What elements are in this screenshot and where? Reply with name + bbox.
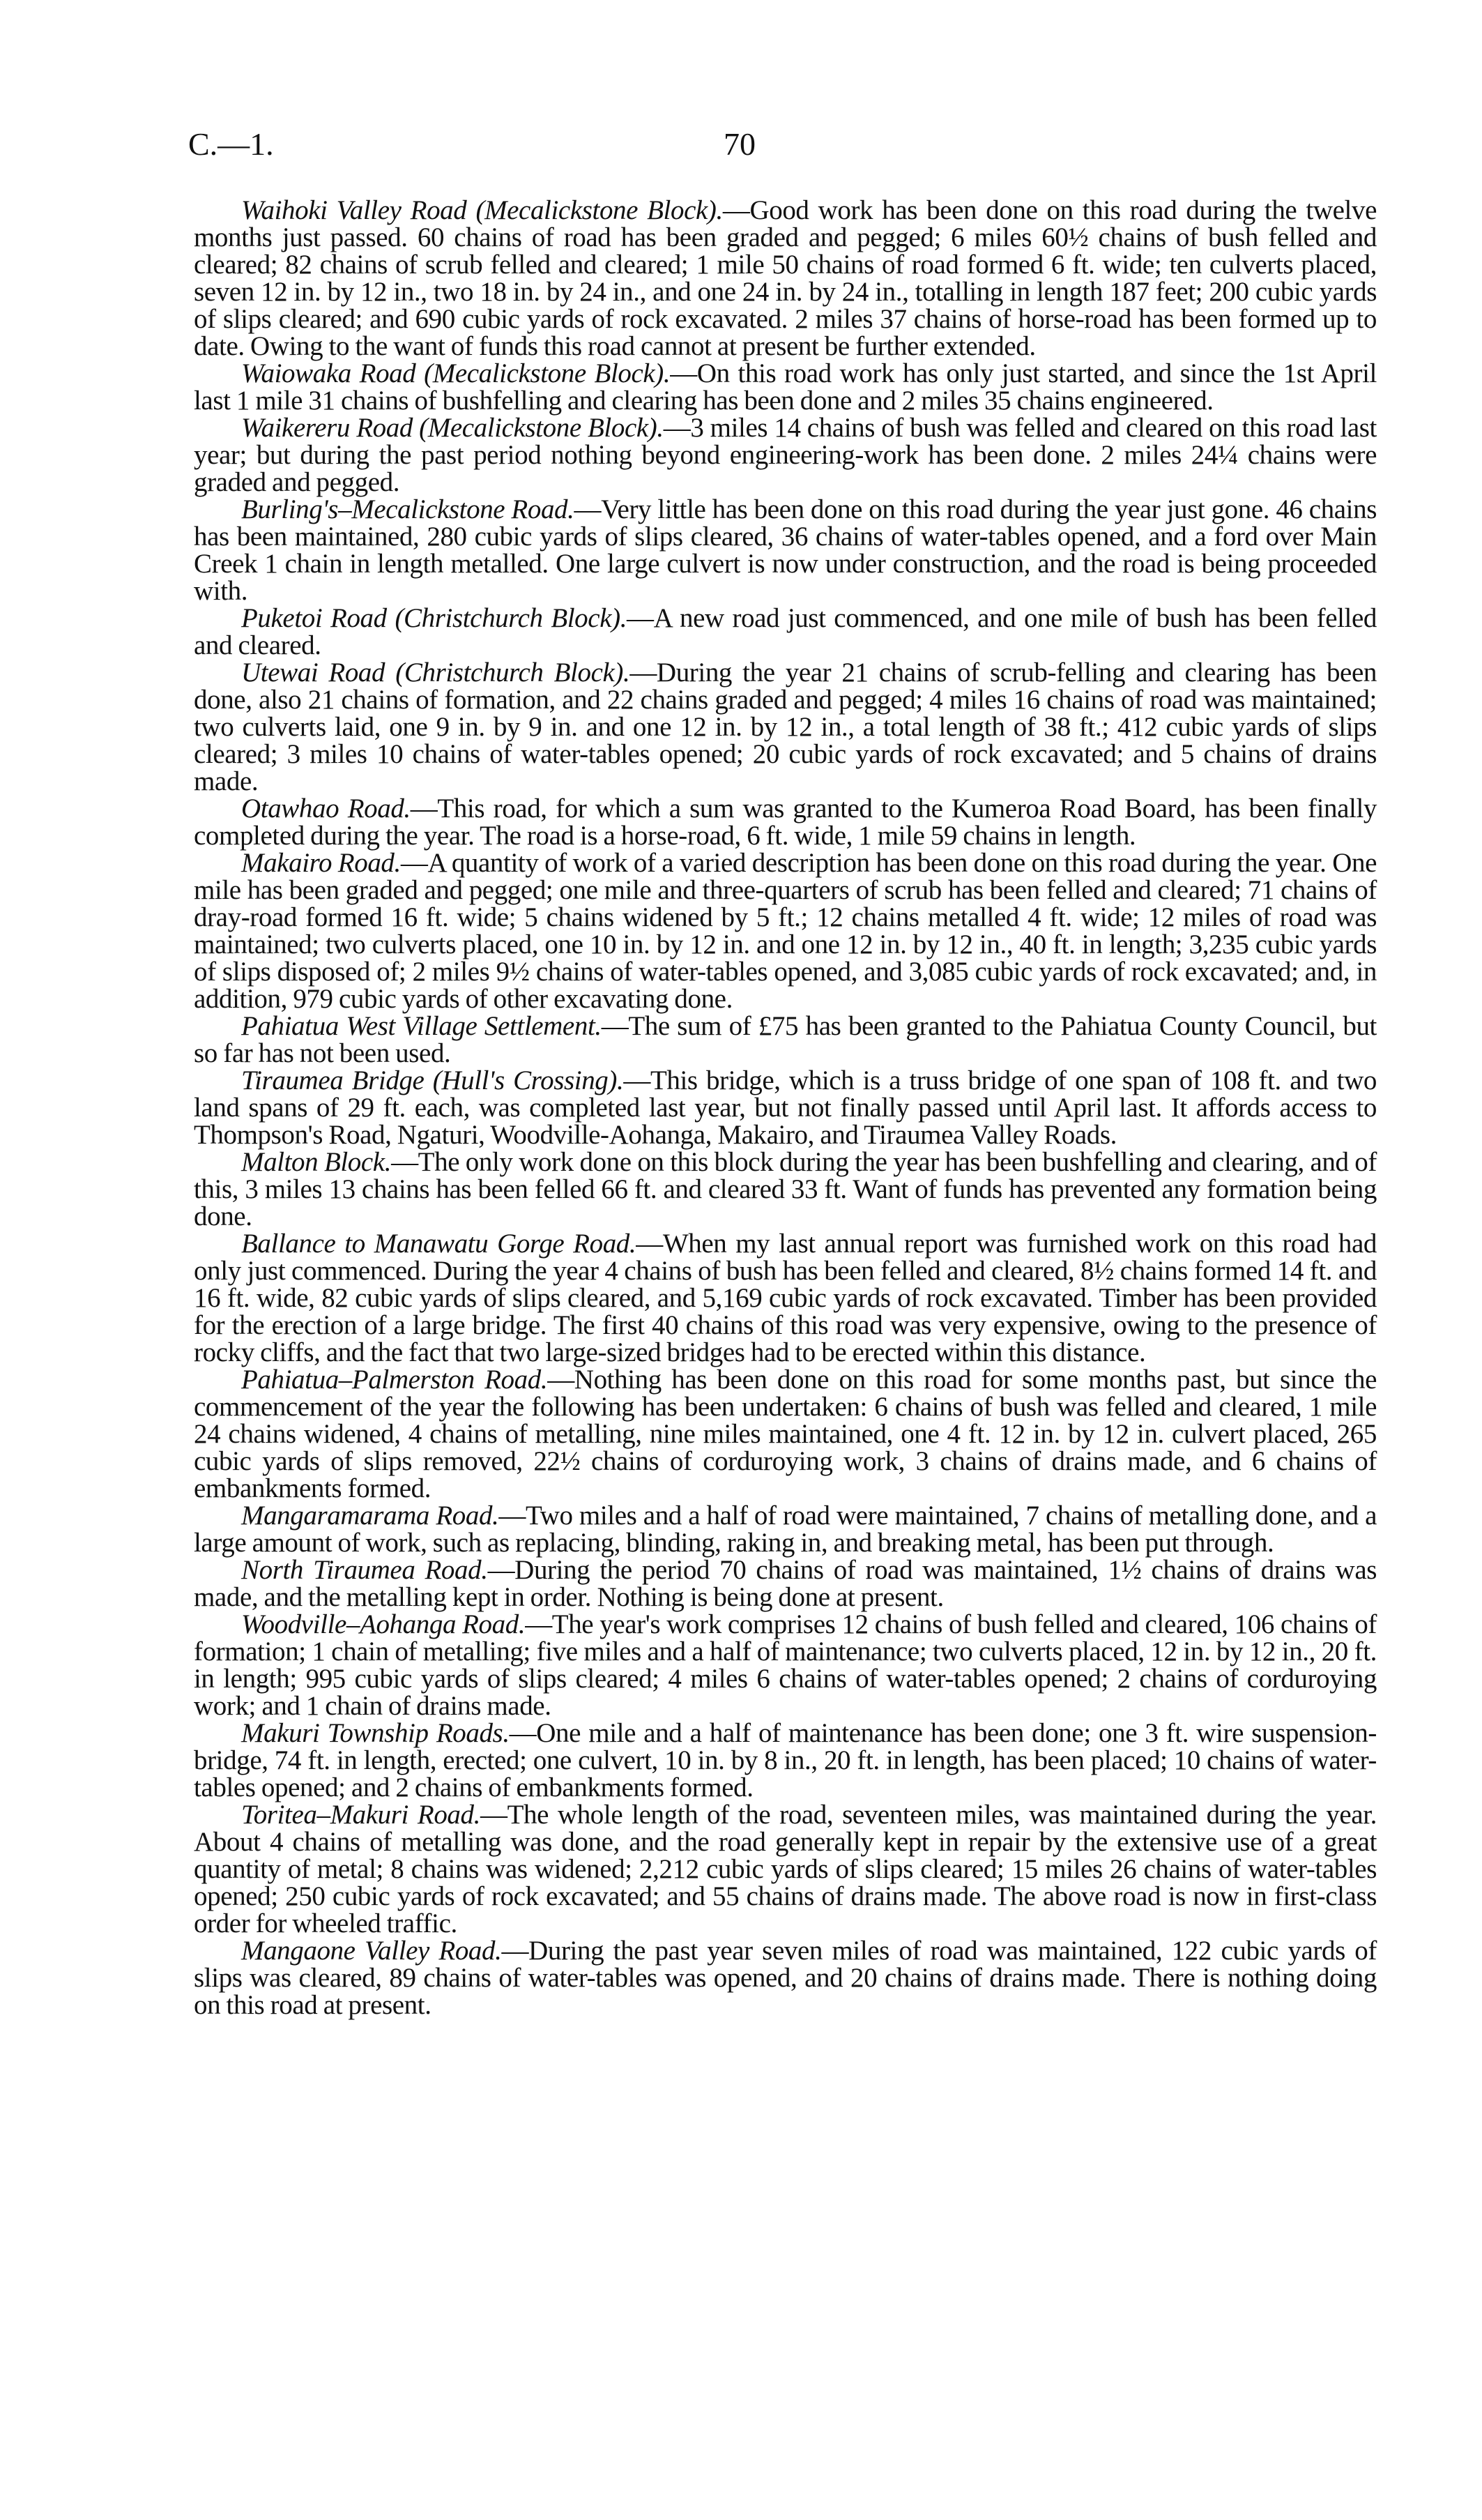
paragraph-text: —The only work done on this block during the year has been bushfelling and clearing, and of this, 3 miles 13 chains has been felled 66 ft. and cleared 33 ft. Want of funds has prevented any formation being done. (194, 1147, 1377, 1231)
paragraph-title: Tiraumea Bridge (Hull's Crossing). (241, 1065, 624, 1095)
paragraph-title: Waiowaka Road (Mecalickstone Block). (241, 358, 671, 388)
paragraph-text: —3 miles 14 chains of bush was felled and cleared on this road last year; but during the past period nothing beyond engineering-work has been done. 2 miles 24¼ chains were graded and pegged. (194, 413, 1377, 497)
paragraph (194, 1230, 1377, 1366)
paragraph-title: Ballance to Manawatu Gorge Road. (241, 1229, 636, 1259)
paragraph-title: Waikereru Road (Mecalickstone Block). (241, 413, 664, 443)
paragraph (194, 1720, 1377, 1801)
paragraph-title: Puketoi Road (Christchurch Block). (241, 603, 627, 633)
paragraph-title: Woodville–Aohanga Road. (241, 1609, 526, 1639)
paragraph-text: —During the period 70 chains of road was maintained, 1½ chains of drains was made, and the metalling kept in order. Nothing is being done at present. (194, 1555, 1377, 1612)
paragraph (194, 1611, 1377, 1720)
document-reference: C.—1. (188, 126, 274, 162)
page-number: 70 (724, 126, 756, 162)
paragraph (194, 414, 1377, 496)
paragraph-text: —One mile and a half of maintenance has been done; one 3 ft. wire suspension-bridge, 74 ft. in length, erected; one culvert, 10 in. by 8 in., 20 ft. in length, has been placed; 10 chains of water-tables opened; and 2 chains of embankments formed. (194, 1718, 1377, 1802)
paragraph (194, 360, 1377, 414)
page-header (188, 126, 1377, 167)
paragraph-title: Otawhao Road. (241, 794, 411, 823)
paragraph-text: —This bridge, which is a truss bridge of one span of 108 ft. and two land spans of 29 ft. each, was completed last year, but not finally passed until April last. It affords access to Thompson's Road, Ngaturi, Woodville-Aohanga, Makairo, and Tiraumea Valley Roads. (194, 1065, 1377, 1150)
paragraph-text: —On this road work has only just started, and since the 1st April last 1 mile 31 chains of bushfelling and clearing has been done and 2 miles 35 chains engineered. (194, 358, 1377, 416)
paragraph-text: —Nothing has been done on this road for some months past, but since the commencement of the year the following has been undertaken: 6 chains of bush was felled and cleared, 1 mile 24 chains widened, 4 chains of metalling, nine miles maintained, one 4 ft. 12 in. by 12 in. culvert placed, 265 cubic yards of slips removed, 22½ chains of corduroying work, 3 chains of drains made, and 6 chains of embankments formed. (194, 1365, 1377, 1503)
paragraph (194, 605, 1377, 659)
paragraph-text: —Two miles and a half of road were maintained, 7 chains of metalling done, and a large amount of work, such as replacing, blinding, raking in, and breaking metal, has been put through. (194, 1501, 1377, 1558)
paragraph (194, 1366, 1377, 1502)
paragraph-title: Makuri Township Roads. (241, 1718, 510, 1748)
paragraph (194, 795, 1377, 849)
paragraph-title: North Tiraumea Road. (241, 1555, 488, 1585)
paragraph-title: Utewai Road (Christchurch Block). (241, 658, 630, 688)
paragraph-title: Malton Block. (241, 1147, 392, 1177)
paragraph (194, 659, 1377, 795)
paragraph (194, 1502, 1377, 1556)
paragraph-text: —A quantity of work of a varied description has been done on this road during the year. One mile has been graded and pegged; one mile and three-quarters of scrub has been felled and cleared; 71 chains of dray-road formed 16 ft. wide; 5 chains widened by 5 ft.; 12 chains metalled 4 ft. wide; 12 miles of road was maintained; two culverts placed, one 10 in. by 12 in. and one 12 in. by 12 in., 40 ft. in length; 3,235 cubic yards of slips disposed of; 2 miles 9½ chains of water-tables opened, and 3,085 cubic yards of rock excavated; and, in addition, 979 cubic yards of other excavating done. (194, 848, 1377, 1014)
paragraph (194, 849, 1377, 1012)
paragraph-text: —When my last annual report was furnished work on this road had only just commenced. During the year 4 chains of bush has been felled and cleared, 8½ chains formed 14 ft. and 16 ft. wide, 82 cubic yards of slips cleared, and 5,169 cubic yards of rock excavated. Timber has been provided for the erection of a large bridge. The first 40 chains of this road was very expensive, owing to the presence of rocky cliffs, and the fact that two large-sized bridges had to be erected within this distance. (194, 1229, 1377, 1367)
paragraph-title: Toritea–Makuri Road. (241, 1800, 480, 1830)
paragraph-title: Waihoki Valley Road (Mecalickstone Block). (241, 195, 723, 225)
paragraph-text: —A new road just commenced, and one mile of bush has been felled and cleared. (194, 603, 1377, 660)
paragraph-text: —The sum of £75 has been granted to the Pahiatua County Council, but so far has not been used. (194, 1011, 1377, 1068)
paragraph-text: —During the past year seven miles of road was maintained, 122 cubic yards of slips was cleared, 89 chains of water-tables was opened, and 20 chains of drains made. There is nothing doing on this road at present. (194, 1936, 1377, 2020)
paragraph (194, 1148, 1377, 1230)
paragraph-title: Burling's–Mecalickstone Road. (241, 494, 574, 524)
paragraph-text: —The whole length of the road, seventeen miles, was maintained during the year. About 4 chains of metalling was done, and the road generally kept in repair by the extensive use of a great quantity of metal; 8 chains was widened; 2,212 cubic yards of slips cleared; 15 miles 26 chains of water-tables opened; 250 cubic yards of rock excavated; and 55 chains of drains made. The above road is now in first-class order for wheeled traffic. (194, 1800, 1377, 1938)
document-body (194, 197, 1377, 2019)
paragraph-text: —The year's work comprises 12 chains of bush felled and cleared, 106 chains of formation; 1 chain of metalling; five miles and a half of maintenance; two culverts placed, 12 in. by 12 in., 20 ft. in length; 995 cubic yards of slips cleared; 4 miles 6 chains of water-tables opened; 2 chains of corduroying work; and 1 chain of drains made. (194, 1609, 1377, 1721)
paragraph-title: Mangaramarama Road. (241, 1501, 499, 1531)
paragraph-text: —During the year 21 chains of scrub-felling and clearing has been done, also 21 chains of formation, and 22 chains graded and pegged; 4 miles 16 chains of road was maintained; two culverts laid, one 9 in. by 9 in. and one 12 in. by 12 in., a total length of 38 ft.; 412 cubic yards of slips cleared; 3 miles 10 chains of water-tables opened; 20 cubic yards of rock excavated; and 5 chains of drains made. (194, 658, 1377, 796)
paragraph (194, 1801, 1377, 1937)
paragraph (194, 1937, 1377, 2019)
paragraph-text: —This road, for which a sum was granted to the Kumeroa Road Board, has been finally completed during the year. The road is a horse-road, 6 ft. wide, 1 mile 59 chains in length. (194, 794, 1377, 851)
paragraph (194, 1067, 1377, 1148)
paragraph (194, 1012, 1377, 1067)
paragraph-text: —Good work has been done on this road during the twelve months just passed. 60 chains of road has been graded and pegged; 6 miles 60½ chains of bush felled and cleared; 82 chains of scrub felled and cleared; 1 mile 50 chains of road formed 6 ft. wide; ten culverts placed, seven 12 in. by 12 in., two 18 in. by 24 in., and one 24 in. by 24 in., totalling in length 187 feet; 200 cubic yards of slips cleared; and 690 cubic yards of rock excavated. 2 miles 37 chains of horse-road has been formed up to date. Owing to the want of funds this road cannot at present be further extended. (194, 195, 1377, 361)
paragraph-title: Pahiatua West Village Settlement. (241, 1011, 602, 1041)
paragraph-text: —Very little has been done on this road during the year just gone. 46 chains has been maintained, 280 cubic yards of slips cleared, 36 chains of water-tables opened, and a ford over Main Creek 1 chain in length metalled. One large culvert is now under construction, and the road is being proceeded with. (194, 494, 1377, 606)
paragraph (194, 197, 1377, 360)
paragraph-title: Makairo Road. (241, 848, 401, 878)
paragraph-title: Pahiatua–Palmerston Road. (241, 1365, 548, 1395)
paragraph (194, 496, 1377, 605)
paragraph (194, 1556, 1377, 1611)
paragraph-title: Mangaone Valley Road. (241, 1936, 502, 1966)
